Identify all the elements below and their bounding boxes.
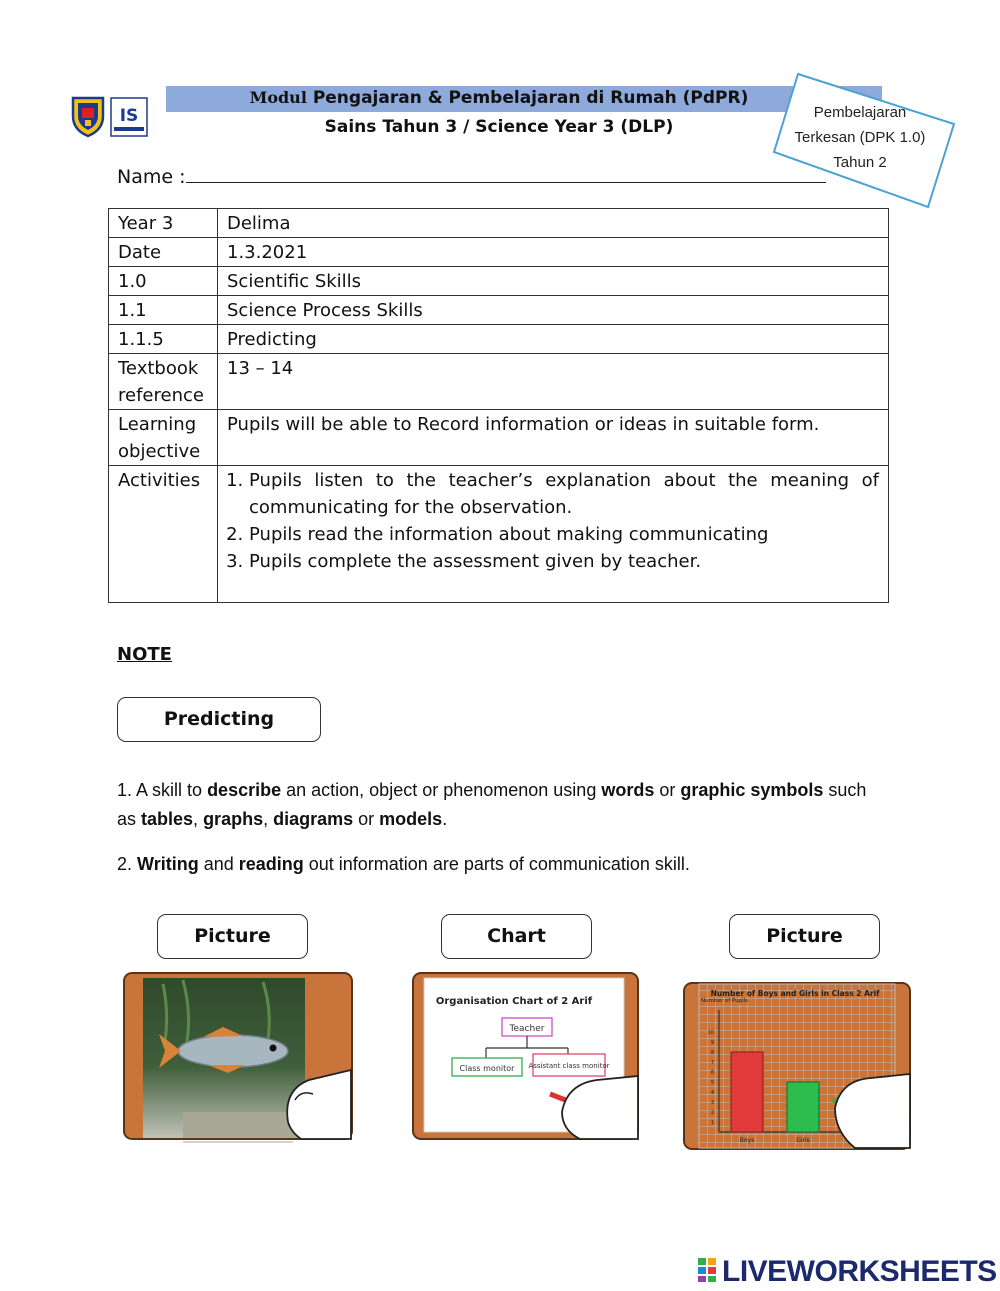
- stamp-line: Terkesan (DPK 1.0): [794, 129, 926, 146]
- para-bold: graphic symbols: [680, 780, 824, 800]
- list-item: 1. Pupils listen to the teacher’s explanation about the meaning of communicating for the observation.: [249, 467, 879, 521]
- watermark: LIVEWORKSHEETS: [722, 1255, 997, 1288]
- para-bold: diagrams: [273, 809, 354, 829]
- list-item: 2. Pupils read the information about making communicating: [249, 521, 879, 548]
- modul-label: Modul: [249, 88, 307, 107]
- table-key: 1.1: [109, 296, 218, 325]
- table-key: Textbook reference: [109, 354, 218, 410]
- para-text: such as: [117, 780, 867, 829]
- graph-y-tick: 2: [710, 1110, 714, 1116]
- para-text: ,: [263, 809, 274, 829]
- graph-bar-girls: [787, 1082, 819, 1132]
- chart-right-node: Assistant class monitor: [528, 1062, 610, 1070]
- para-bold: words: [601, 780, 655, 800]
- stamp-line: Pembelajaran: [813, 104, 907, 121]
- school-logo-icon: [110, 97, 148, 137]
- table-value: Delima: [218, 209, 889, 238]
- example-label-picture: Picture: [157, 914, 308, 959]
- graph-y-tick: 3: [710, 1100, 714, 1106]
- graph-title: Number of Boys and Girls in Class 2 Arif: [710, 989, 880, 998]
- table-row: [109, 466, 889, 603]
- graph-x-label-girls: Girls: [796, 1137, 810, 1144]
- name-input[interactable]: [186, 164, 826, 183]
- graph-y-tick: 7: [710, 1060, 714, 1066]
- para-bold: describe: [207, 780, 282, 800]
- name-row: [117, 164, 826, 188]
- svg-text:IS: IS: [119, 106, 139, 126]
- graph-bar-boys: [731, 1052, 763, 1132]
- chart-title: Organisation Chart of 2 Arif: [435, 996, 593, 1007]
- para-text: and: [198, 854, 239, 874]
- graph-y-tick: 5: [710, 1080, 714, 1086]
- name-label: Name :: [117, 166, 186, 188]
- table-row: [109, 267, 889, 296]
- para-number: 1.: [117, 780, 133, 800]
- note-paragraph-1: [117, 776, 887, 834]
- table-value: Science Process Skills: [218, 296, 889, 325]
- page-subtitle: Sains Tahun 3 / Science Year 3 (DLP): [324, 117, 674, 137]
- table-key: 1.1.5: [109, 325, 218, 354]
- table-value: 13 – 14: [218, 354, 889, 410]
- para-text: an action, object or phenomenon using: [281, 780, 602, 800]
- table-value: Scientific Skills: [218, 267, 889, 296]
- liveworksheets-logo-icon: [697, 1257, 719, 1283]
- graph-ylabel: Number of Pupils: [701, 998, 749, 1004]
- table-key: Activities: [109, 466, 218, 603]
- table-key: 1.0: [109, 267, 218, 296]
- activities-cell: [218, 466, 889, 603]
- table-row: [109, 238, 889, 267]
- para-bold: models: [379, 809, 443, 829]
- page-title: [166, 88, 832, 108]
- predicting-box: Predicting: [117, 697, 321, 742]
- activities-list: [227, 467, 879, 575]
- graph-y-tick: 4: [710, 1090, 714, 1096]
- para-text: out information are parts of communication skill.: [303, 854, 690, 874]
- note-heading: NOTE: [117, 644, 172, 665]
- organisation-chart-picture: [412, 972, 639, 1140]
- table-row: [109, 410, 889, 466]
- graph-x-label-boys: Boys: [739, 1137, 755, 1144]
- chart-top-node: Teacher: [509, 1024, 545, 1034]
- table-row: [109, 296, 889, 325]
- para-text: A skill to: [136, 780, 208, 800]
- para-text: .: [442, 809, 448, 829]
- example-label-chart: Chart: [441, 914, 592, 959]
- table-value: Predicting: [218, 325, 889, 354]
- stamp-line: Tahun 2: [833, 154, 887, 171]
- example-label-graph: Picture: [729, 914, 880, 959]
- bar-graph-picture: [683, 982, 911, 1152]
- table-value: 1.3.2021: [218, 238, 889, 267]
- graph-y-tick: 1: [710, 1120, 714, 1126]
- table-value: Pupils will be able to Record information or ideas in suitable form.: [218, 410, 889, 466]
- table-key: Learning objective: [109, 410, 218, 466]
- school-crest-icon: [70, 94, 106, 138]
- note-paragraph-2: [117, 850, 887, 879]
- para-text: or: [353, 809, 380, 829]
- para-bold: graphs: [203, 809, 264, 829]
- table-row: [109, 325, 889, 354]
- list-item: 3. Pupils complete the assessment given by teacher.: [249, 548, 879, 575]
- para-bold: Writing: [137, 854, 199, 874]
- graph-y-tick: 8: [710, 1050, 714, 1056]
- para-text: ,: [193, 809, 204, 829]
- para-bold: reading: [238, 854, 304, 874]
- para-text: or: [654, 780, 681, 800]
- table-key: Year 3: [109, 209, 218, 238]
- graph-y-tick: 6: [710, 1070, 714, 1076]
- table-key: Date: [109, 238, 218, 267]
- graph-y-tick: 9: [710, 1040, 714, 1046]
- para-number: 2.: [117, 854, 133, 874]
- para-bold: tables: [141, 809, 194, 829]
- title-text: Pengajaran & Pembelajaran di Rumah (PdPR): [312, 88, 749, 108]
- chart-left-node: Class monitor: [459, 1064, 515, 1073]
- table-row: [109, 209, 889, 238]
- fish-picture: [123, 972, 353, 1144]
- table-row: [109, 354, 889, 410]
- lesson-info-table: [108, 208, 889, 603]
- graph-y-tick: 10: [707, 1030, 714, 1036]
